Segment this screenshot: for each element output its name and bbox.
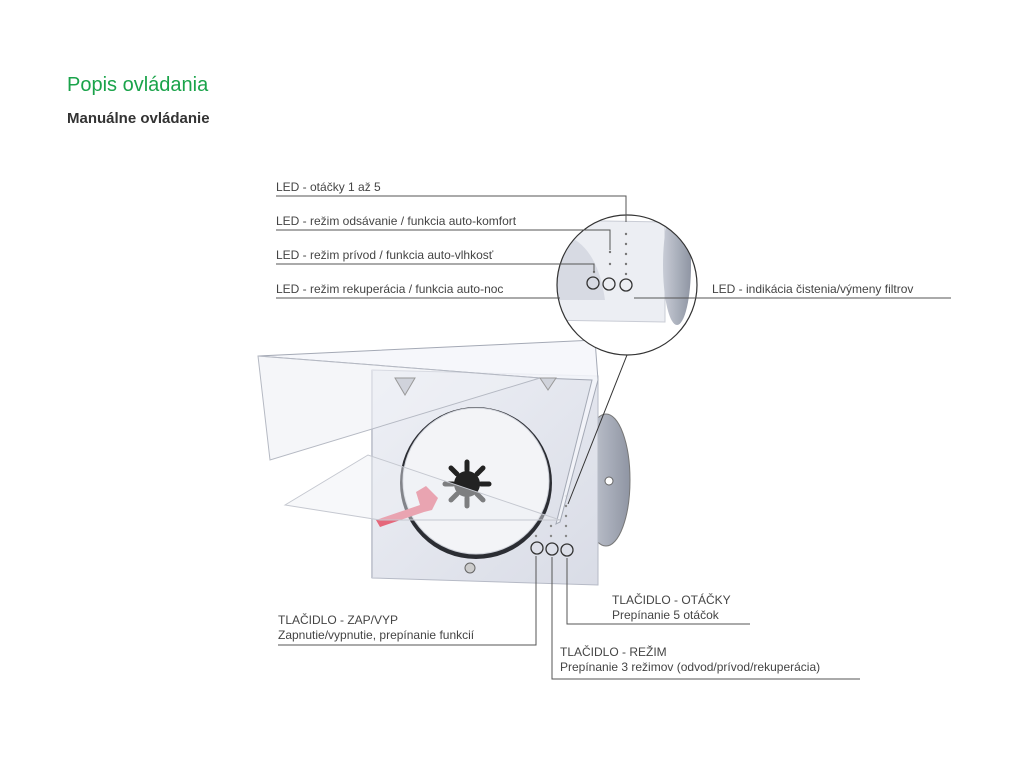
label-led-supply: LED - režim prívod / funkcia auto-vlhkosť — [276, 248, 494, 262]
label-btn-power-desc: Zapnutie/vypnutie, prepínanie funkcií — [278, 628, 475, 642]
label-btn-mode-desc: Prepínanie 3 režimov (odvod/prívod/rekuperácia) — [560, 660, 821, 674]
label-btn-power-title: TLAČIDLO - ZAP/VYP — [278, 613, 399, 627]
label-led-recovery: LED - režim rekuperácia / funkcia auto-noc — [276, 282, 504, 296]
label-btn-speed-desc: Prepínanie 5 otáčok — [612, 608, 719, 622]
label-btn-speed-title: TLAČIDLO - OTÁČKY — [612, 593, 731, 607]
zoom-view — [540, 205, 710, 360]
duct-screw — [605, 477, 613, 485]
label-btn-mode-title: TLAČIDLO - REŽIM — [560, 645, 667, 659]
page-title: Popis ovládania — [67, 74, 209, 96]
label-led-speed: LED - otáčky 1 až 5 — [276, 180, 381, 194]
page-subtitle: Manuálne ovládanie — [67, 110, 210, 127]
label-led-filter: LED - indikácia čistenia/výmeny filtrov — [712, 282, 914, 296]
device-bottom-port — [465, 563, 475, 573]
label-led-extract: LED - režim odsávanie / funkcia auto-komfort — [276, 214, 517, 228]
leader-led-supply — [276, 264, 594, 272]
leader-led-extract — [276, 230, 610, 250]
